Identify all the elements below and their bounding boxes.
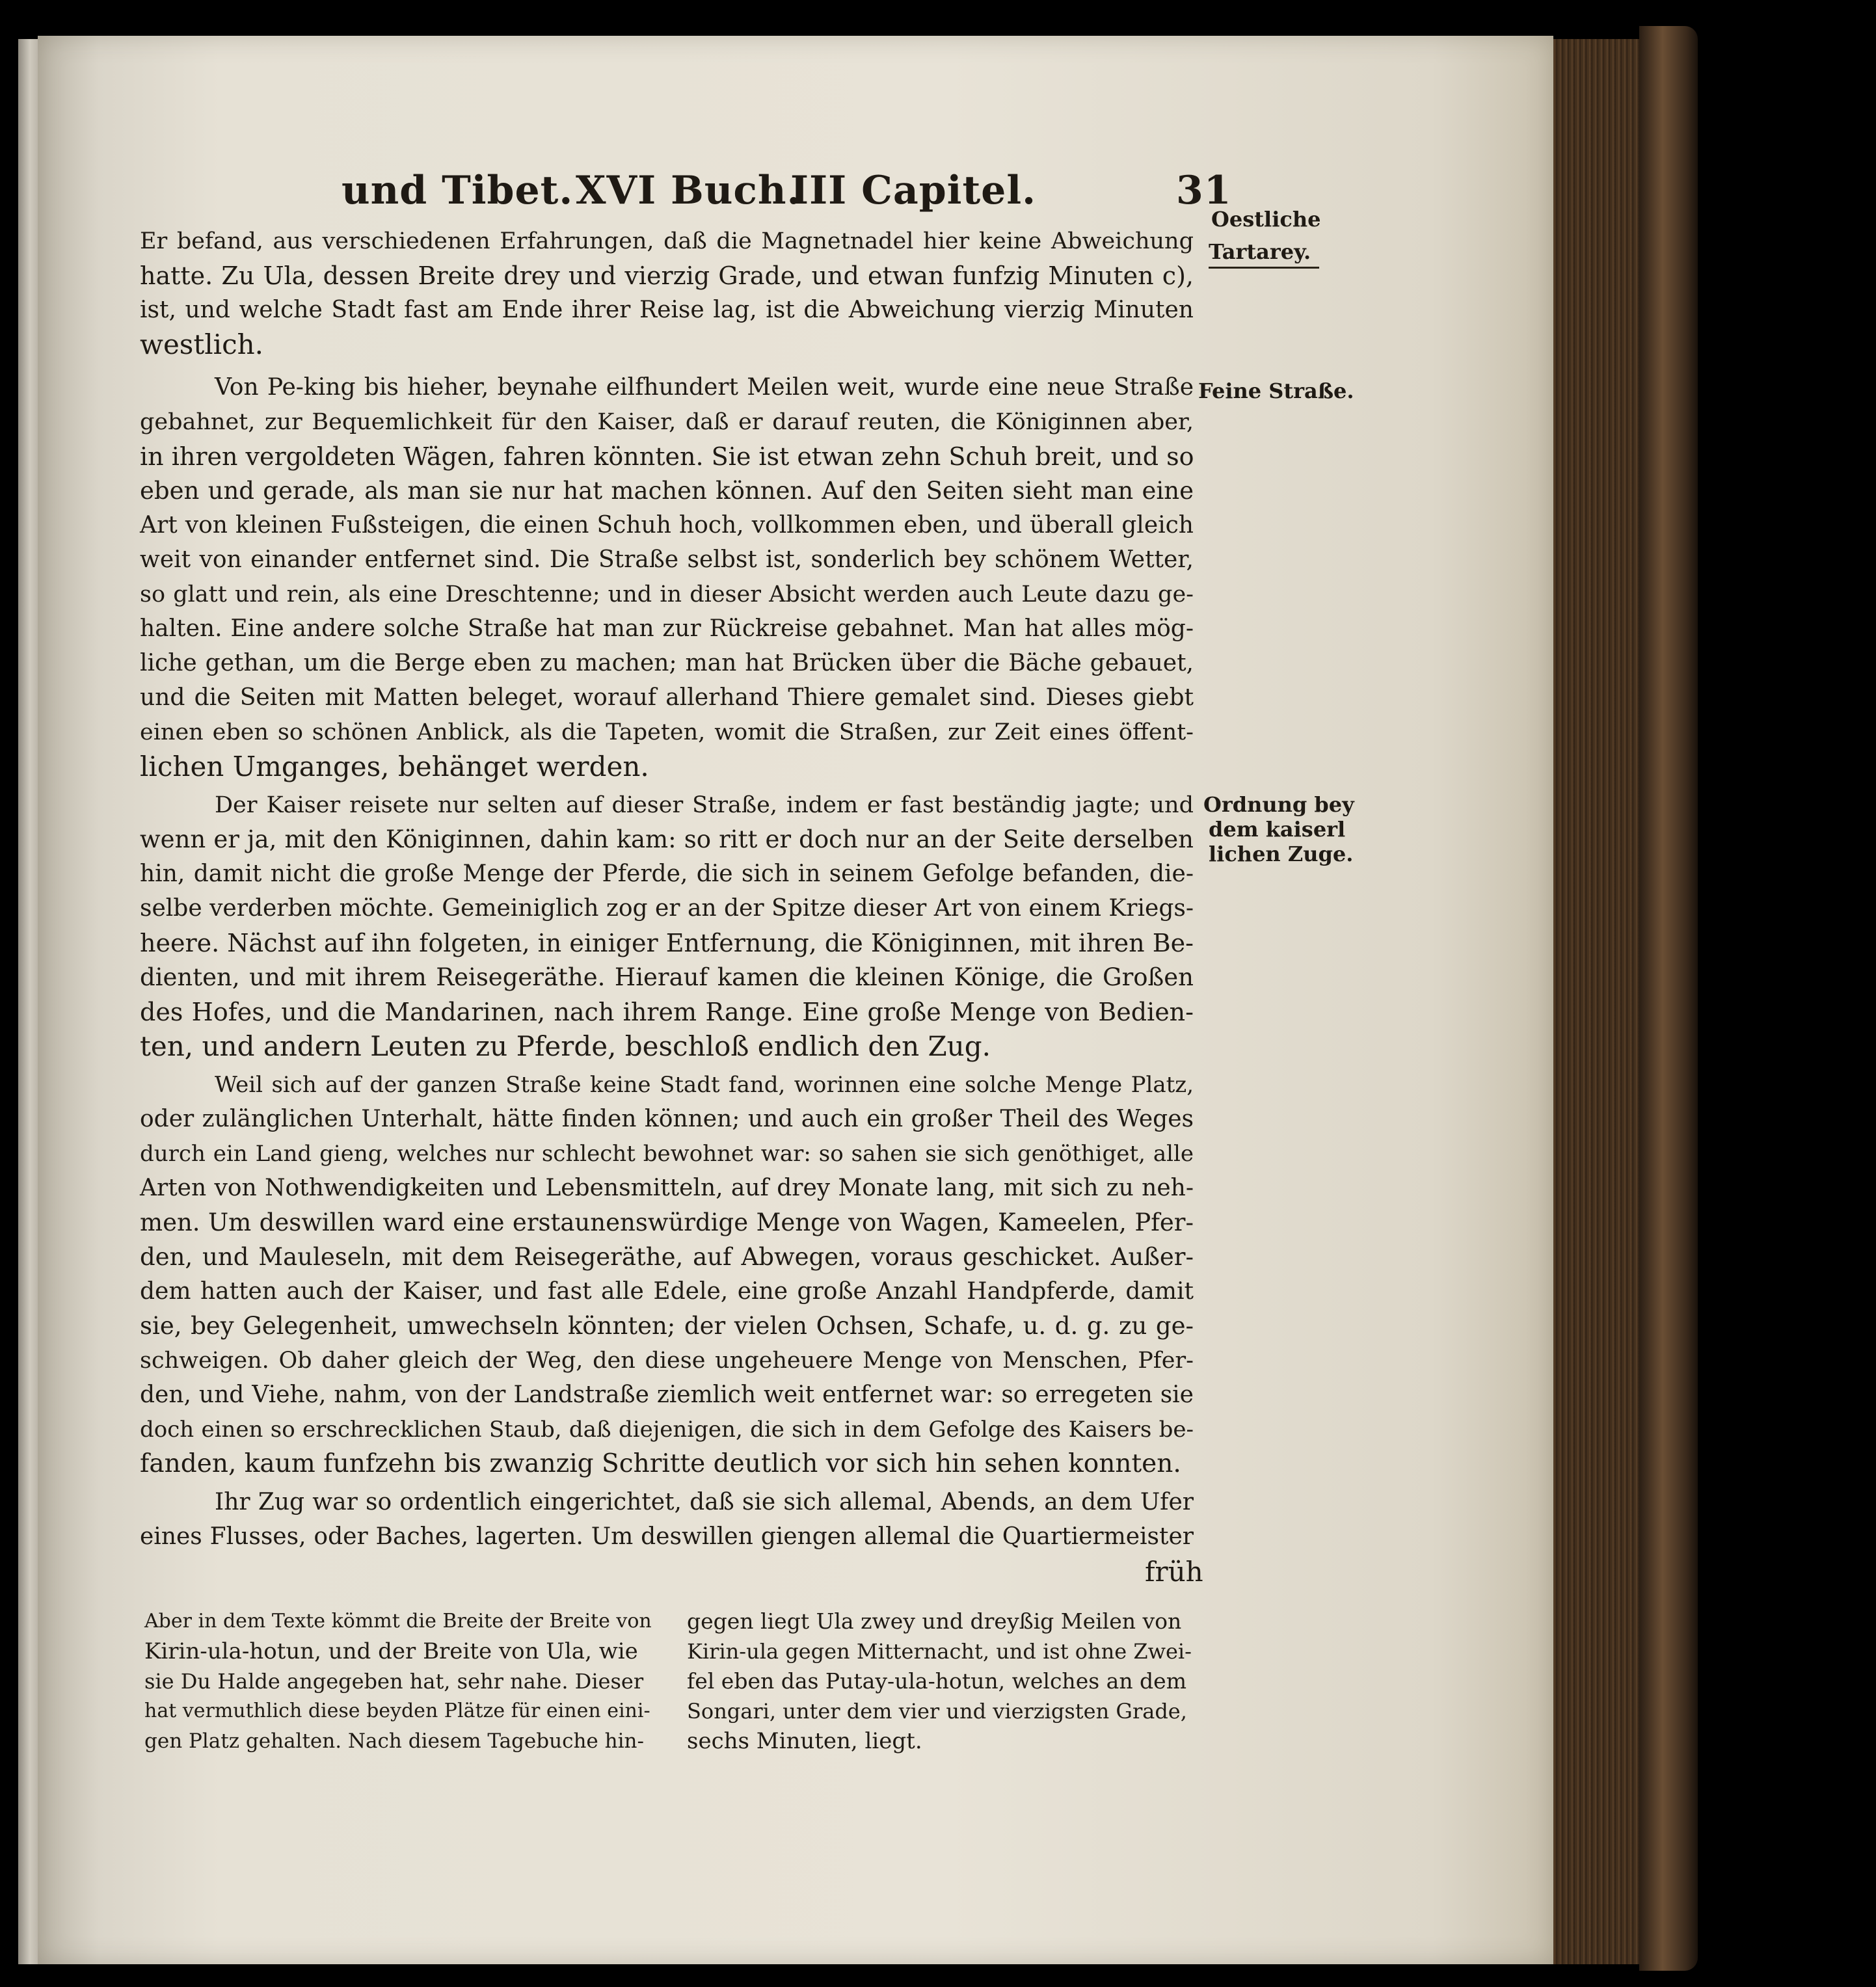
body-line: eben und gerade, als man sie nur hat machen können. Auf den Seiten sieht man eine — [140, 477, 1194, 505]
body-line: selbe verderben möchte. Gemeiniglich zog er an der Spitze dieser Art von einem Kriegs- — [140, 895, 1194, 922]
body-line: westlich. — [140, 328, 264, 360]
footnote-right-line: sechs Minuten, liegt. — [687, 1728, 922, 1754]
body-line: wenn er ja, mit den Königinnen, dahin kam: so ritt er doch nur an der Seite derselben — [140, 825, 1194, 853]
left-page-edge — [18, 39, 38, 1964]
body-line: Arten von Nothwendigkeiten und Lebensmitteln, auf drey Monate lang, mit sich zu neh- — [140, 1175, 1194, 1201]
body-line: sie, bey Gelegenheit, umwechseln könnten; der vielen Ochsen, Schafe, u. d. g. zu ge- — [140, 1312, 1194, 1340]
body-line: ist, und welche Stadt fast am Ende ihrer Reise lag, ist die Abweichung vierzig Minuten — [140, 297, 1194, 323]
body-line: in ihren vergoldeten Wägen, fahren könnten. Sie ist etwan zehn Schuh breit, und so — [140, 442, 1194, 471]
body-line: oder zulänglichen Unterhalt, hätte finden können; und auch ein großer Theil des Weges — [140, 1106, 1194, 1132]
body-line: Art von kleinen Fußsteigen, die einen Schuh hoch, vollkommen eben, und überall gleich — [140, 512, 1194, 539]
body-line: hatte. Zu Ula, dessen Breite drey und vierzig Grade, und etwan funfzig Minuten c), — [140, 261, 1194, 290]
footnote-right-line: Songari, unter dem vier und vierzigsten Grade, — [687, 1699, 1187, 1724]
margin-note-feine-strasse: Feine Straße. — [1198, 379, 1354, 403]
body-line: den, und Mauleseln, mit dem Reisegeräthe, auf Abwegen, voraus geschicket. Außer- — [140, 1243, 1194, 1271]
body-line: ten, und andern Leuten zu Pferde, beschloß endlich den Zug. — [140, 1030, 991, 1062]
body-line: doch einen so erschrecklichen Staub, daß diejenigen, die sich in dem Gefolge des Kaisers be- — [140, 1417, 1194, 1443]
footnote-right-line: gegen liegt Ula zwey und dreyßig Meilen von — [687, 1608, 1182, 1634]
body-line: weit von einander entfernet sind. Die Straße selbst ist, sonderlich bey schönem Wetter, — [140, 546, 1194, 573]
body-line: hin, damit nicht die große Menge der Pferde, die sich in seinem Gefolge befanden, die- — [140, 860, 1194, 887]
margin-note-ordnung: Ordnung bey — [1203, 792, 1354, 817]
body-line: heere. Nächst auf ihn folgeten, in einiger Entfernung, die Königinnen, mit ihren Be- — [140, 929, 1194, 957]
page-number: 31 — [1176, 168, 1232, 213]
body-line: lichen Umganges, behänget werden. — [140, 751, 649, 782]
margin-note-oestliche: Oestliche — [1211, 207, 1321, 232]
catchword: früh — [1145, 1556, 1203, 1588]
margin-note-tartarey: Tartarey. — [1209, 239, 1311, 264]
footnote-right-line: Kirin-ula gegen Mitternacht, und ist ohne Zwei- — [687, 1639, 1192, 1664]
margin-note-kaiserl: dem kaiserl — [1209, 817, 1346, 842]
body-line: men. Um deswillen ward eine erstaunenswürdige Menge von Wagen, Kameelen, Pfer- — [140, 1208, 1194, 1236]
body-line: liche gethan, um die Berge eben zu machen; man hat Brücken über die Bäche gebauet, — [140, 650, 1194, 676]
body-line: einen eben so schönen Anblick, als die Tapeten, womit die Straßen, zur Zeit eines öffent- — [140, 719, 1194, 745]
footnote-left-line: Aber in dem Texte kömmt die Breite der Breite von — [144, 1610, 652, 1633]
footnote-left-line: Kirin-ula-hotun, und der Breite von Ula, wie — [144, 1638, 638, 1664]
body-line: gebahnet, zur Bequemlichkeit für den Kaiser, daß er darauf reuten, die Königinnen aber, — [140, 409, 1194, 435]
body-line: durch ein Land gieng, welches nur schlecht bewohnet war: so sahen sie sich genöthiget, alle — [140, 1141, 1194, 1167]
margin-note-underline — [1209, 267, 1319, 269]
body-line: Von Pe-king bis hieher, beynahe eilfhundert Meilen weit, wurde eine neue Straße — [215, 374, 1194, 401]
body-line: Er befand, aus verschiedenen Erfahrungen, daß die Magnetnadel hier keine Abweichung — [140, 228, 1194, 254]
body-line: und die Seiten mit Matten beleget, worauf allerhand Thiere gemalet sind. Dieses giebt — [140, 684, 1194, 711]
footnote-left-line: sie Du Halde angegeben hat, sehr nahe. Dieser — [144, 1669, 644, 1694]
body-line: den, und Viehe, nahm, von der Landstraße ziemlich weit entfernet war: so erregeten sie — [140, 1381, 1194, 1408]
body-line: des Hofes, und die Mandarinen, nach ihrem Range. Eine große Menge von Bedien- — [140, 998, 1194, 1026]
body-line: eines Flusses, oder Baches, lagerten. Um deswillen giengen allemal die Quartiermeister — [140, 1523, 1194, 1550]
footnote-left-line: hat vermuthlich diese beyden Plätze für einen eini- — [144, 1700, 650, 1722]
margin-note-zuge: lichen Zuge. — [1209, 842, 1354, 866]
body-line: Der Kaiser reisete nur selten auf dieser Straße, indem er fast beständig jagte; und — [215, 792, 1194, 818]
body-line: Weil sich auf der ganzen Straße keine Stadt fand, worinnen eine solche Menge Platz, — [215, 1072, 1194, 1098]
body-line: dem hatten auch der Kaiser, und fast alle Edele, eine große Anzahl Handpferde, damit — [140, 1278, 1194, 1305]
header-center: XVI Buch. — [576, 168, 801, 213]
body-line: halten. Eine andere solche Straße hat man zur Rückreise gebahnet. Man hat alles mög- — [140, 615, 1194, 642]
book-cover-edge — [1639, 26, 1698, 1971]
body-line: Ihr Zug war so ordentlich eingerichtet, daß sie sich allemal, Abends, an dem Ufer — [215, 1489, 1194, 1515]
header-left: und Tibet. — [342, 168, 574, 213]
body-line: fanden, kaum funfzehn bis zwanzig Schritte deutlich vor sich hin sehen konnten. — [140, 1449, 1181, 1478]
body-line: so glatt und rein, als eine Dreschtenne; und in dieser Absicht werden auch Leute dazu ge- — [140, 581, 1194, 607]
footnote-right-line: fel eben das Putay-ula-hotun, welches an dem — [687, 1668, 1187, 1694]
body-line: dienten, und mit ihrem Reisegeräthe. Hierauf kamen die kleinen Könige, die Großen — [140, 963, 1194, 991]
header-right: III Capitel. — [790, 168, 1037, 213]
body-line: schweigen. Ob daher gleich der Weg, den diese ungeheuere Menge von Menschen, Pfer- — [140, 1348, 1194, 1374]
footnote-left-line: gen Platz gehalten. Nach diesem Tagebuche hin- — [144, 1729, 644, 1753]
